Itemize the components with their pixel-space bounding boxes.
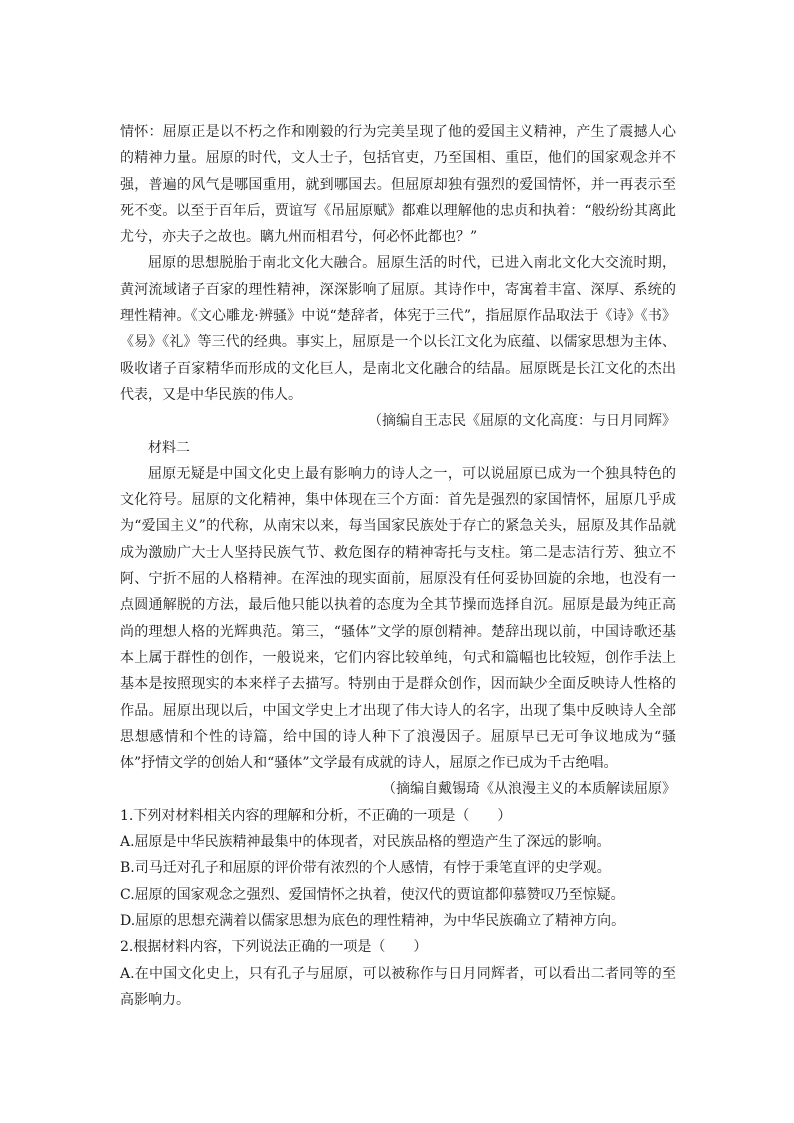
question-1-option-b: B.司马迁对孔子和屈原的评价带有浓烈的个人感情，有悖于秉笔直评的史学观。 [120,860,611,877]
document-page [120,119,676,1013]
material2-paragraph: 屈原无疑是中国文化史上最有影响力的诗人之一，可以说屈原已成为一个独具特色的文化符号。屈原的文化精神，集中体现在三个方面：首先是强烈的家国情怀，屈原几乎成为“爱国主义”的代称，从南宋以来，每当国家民族处于存亡的紧急关头，屈原及其作品就成为激励广大士人坚持民族气节、救危图存的精神寄托与支柱。第二是志洁行芳、独立不阿、宁折不屈的人格精神。在浑浊的现实面前，屈原没有任何妥协回旋的余地，也没有一点圆通解脱的方法，最后他只能以执着的态度为全其节操而选择自沉。屈原是最为纯正高尚的理想人格的光辉典范。第三，“骚体”文学的原创精神。楚辞出现以前，中国诗歌还基本上属于群性的创作，一般说来，它们内容比较单纯，句式和篇幅也比较短，创作手法上基本是按照现实的本来样子去描写。特别由于是群众创作，因而缺少全面反映诗人性格的作品。屈原出现以后，中国文学史上才出现了伟大诗人的名字，出现了集中反映诗人全部思想感情和个性的诗篇，给中国的诗人种下了浪漫因子。屈原早已无可争议地成为“骚体”抒情文学的创始人和“骚体”文学最有成就的诗人，屈原之作已成为千古绝唱。 [120,465,676,772]
question-1-option-c: C.屈原的国家观念之强烈、爱国情怀之执着，使汉代的贾谊都仰慕赞叹乃至惊疑。 [120,886,625,903]
question-1-stem: 1.下列对材料相关内容的理解和分析，不正确的一项是（ ） [120,807,512,824]
question-2-option-a: A.在中国文化史上，只有孔子与屈原，可以被称作与日月同辉者，可以看出二者同等的至高影响力。 [120,965,676,1008]
question-1-option-d: D.屈原的思想充满着以儒家思想为底色的理性精神，为中华民族确立了精神方向。 [120,912,626,929]
material1-paragraph-1: 情怀：屈原正是以不朽之作和刚毅的行为完美呈现了他的爱国主义精神，产生了震撼人心的精神力量。屈原的时代，文人士子，包括官吏，乃至国相、重臣，他们的国家观念并不强，普遍的风气是哪国重用，就到哪国去。但屈原却独有强烈的爱国情怀，并一再表示至死不变。以至于百年后，贾谊写《吊屈原赋》都难以理解他的忠贞和执着：“般纷纷其离此尤兮，亦夫子之故也。瞝九州而相君兮，何必怀此都也？” [120,124,676,246]
material1-paragraph-2: 屈原的思想脱胎于南北文化大融合。屈原生活的时代，已进入南北文化大交流时期，黄河流域诸子百家的理性精神，深深影响了屈原。其诗作中，寄寓着丰富、深厚、系统的理性精神。《文心雕龙·辨骚》中说“楚辞者，体宪于三代”，指屈原作品取法于《诗》《书》《易》《礼》等三代的经典。事实上，屈原是一个以长江文化为底蕴、以儒家思想为主体、吸收诸子百家精华而形成的文化巨人，是南北文化融合的结晶。屈原既是长江文化的杰出代表，又是中华民族的伟人。 [120,255,676,403]
material2-heading: 材料二 [148,439,190,456]
question-1-option-a: A.屈原是中华民族精神最集中的体现者，对民族品格的塑造产生了深远的影响。 [120,834,611,851]
material2-source: （摘编自戴锡琦《从浪漫主义的本质解读屈原》 [382,781,676,798]
question-2-stem: 2.根据材料内容，下列说法正确的一项是（ ） [120,939,428,956]
material1-source: （摘编自王志民《屈原的文化高度：与日月同辉》 [368,413,676,430]
